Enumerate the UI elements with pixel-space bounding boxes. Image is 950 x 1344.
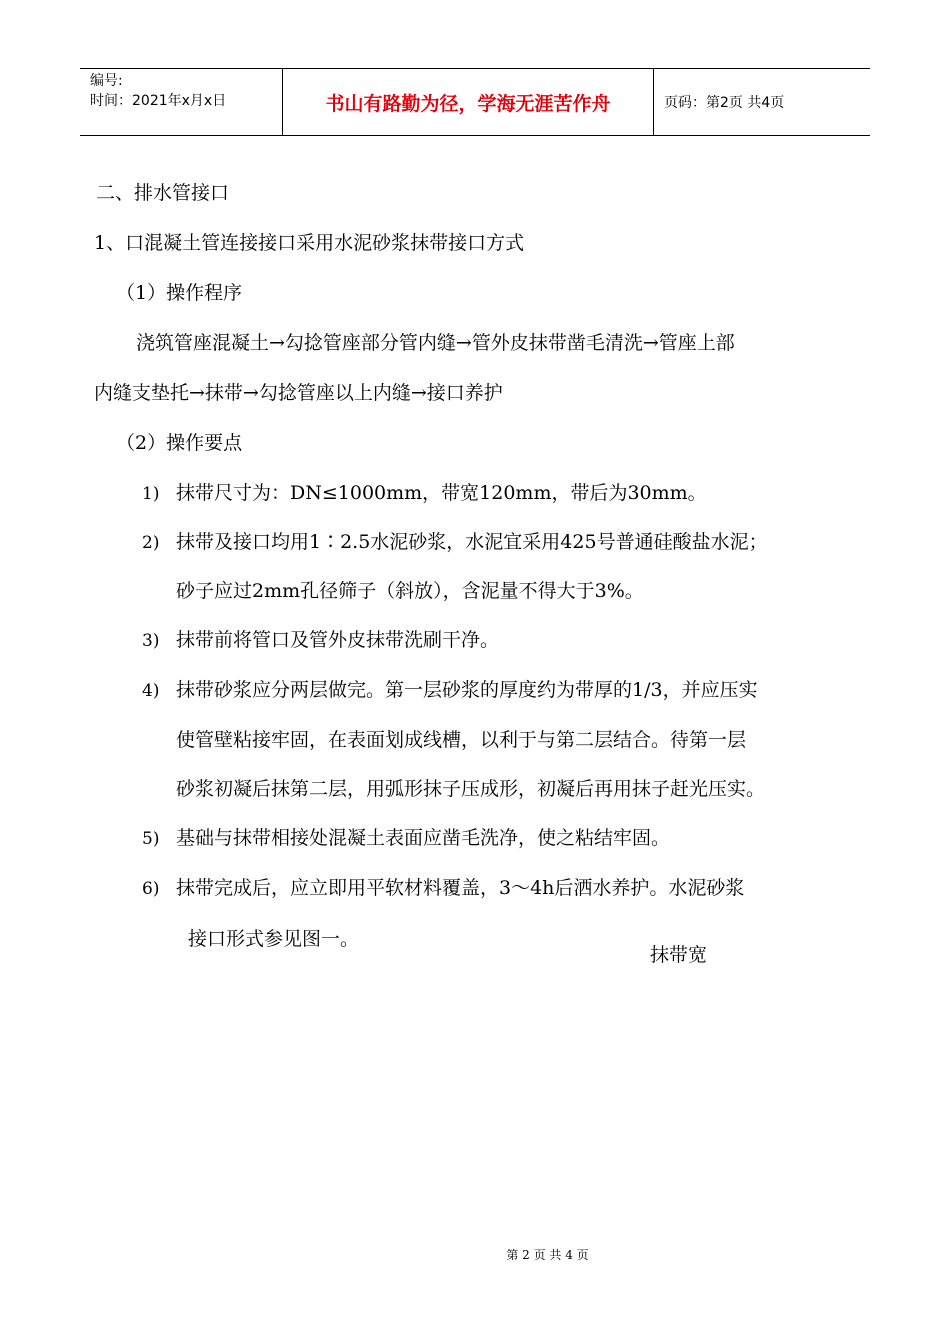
point-4-line-3: 砂浆初凝后抹第二层，用弧形抹子压成形，初凝后再用抹子赶光压实。 [176,778,766,800]
point-1-line-1: 抹带尺寸为：DN≤1000mm，带宽120mm，带后为30mm。 [176,482,707,504]
time-label: 时间：2021年x月x日 [90,93,227,109]
procedure-title: （1）操作程序 [116,282,243,304]
header-motto: 书山有路勤为径，学海无涯苦作舟 [282,69,654,135]
point-6-line-2: 接口形式参见图一。 [188,928,360,950]
point-number: 1) [142,484,160,504]
subsection-title: 1、口混凝土管连接接口采用水泥砂浆抹带接口方式 [94,232,525,254]
page-header [80,68,870,136]
points-title: （2）操作要点 [116,432,243,454]
header-info-cell [80,69,282,135]
point-2-line-2: 砂子应过2mm孔径筛子（斜放），含泥量不得大于3%。 [176,580,644,602]
point-3-line-1: 抹带前将管口及管外皮抹带洗刷干净。 [176,629,500,651]
footer-page-number: 第 2 页 共 4 页 [506,1248,589,1262]
page-footer [0,1246,950,1263]
point-2-line-1: 抹带及接口均用1∶2.5水泥砂浆，水泥宜采用425号普通硅酸盐水泥； [176,531,768,553]
point-number: 6) [142,879,160,899]
point-4-line-1: 抹带砂浆应分两层做完。第一层砂浆的厚度约为带厚的1/3，并应压实 [176,679,758,701]
figure-label: 抹带宽 [650,944,708,966]
point-4-line-2: 使管壁粘接牢固，在表面划成线槽，以利于与第二层结合。待第一层 [176,729,747,751]
procedure-line-2: 内缝支垫托→抹带→勾捻管座以上内缝→接口养护 [94,382,503,404]
code-label: 编号: [90,73,123,89]
procedure-line-1: 浇筑管座混凝土→勾捻管座部分管内缝→管外皮抹带凿毛清洗→管座上部 [136,332,735,354]
point-number: 4) [142,681,160,701]
section-title: 二、排水管接口 [96,182,230,204]
point-5-line-1: 基础与抹带相接处混凝土表面应凿毛洗净，使之粘结牢固。 [176,827,671,849]
point-number: 2) [142,533,160,553]
point-number: 5) [142,829,160,849]
header-page-label: 页码：第2页 共4页 [664,95,785,111]
point-number: 3) [142,631,160,651]
point-6-line-1: 抹带完成后，应立即用平软材料覆盖，3～4h后洒水养护。水泥砂浆 [176,877,745,899]
